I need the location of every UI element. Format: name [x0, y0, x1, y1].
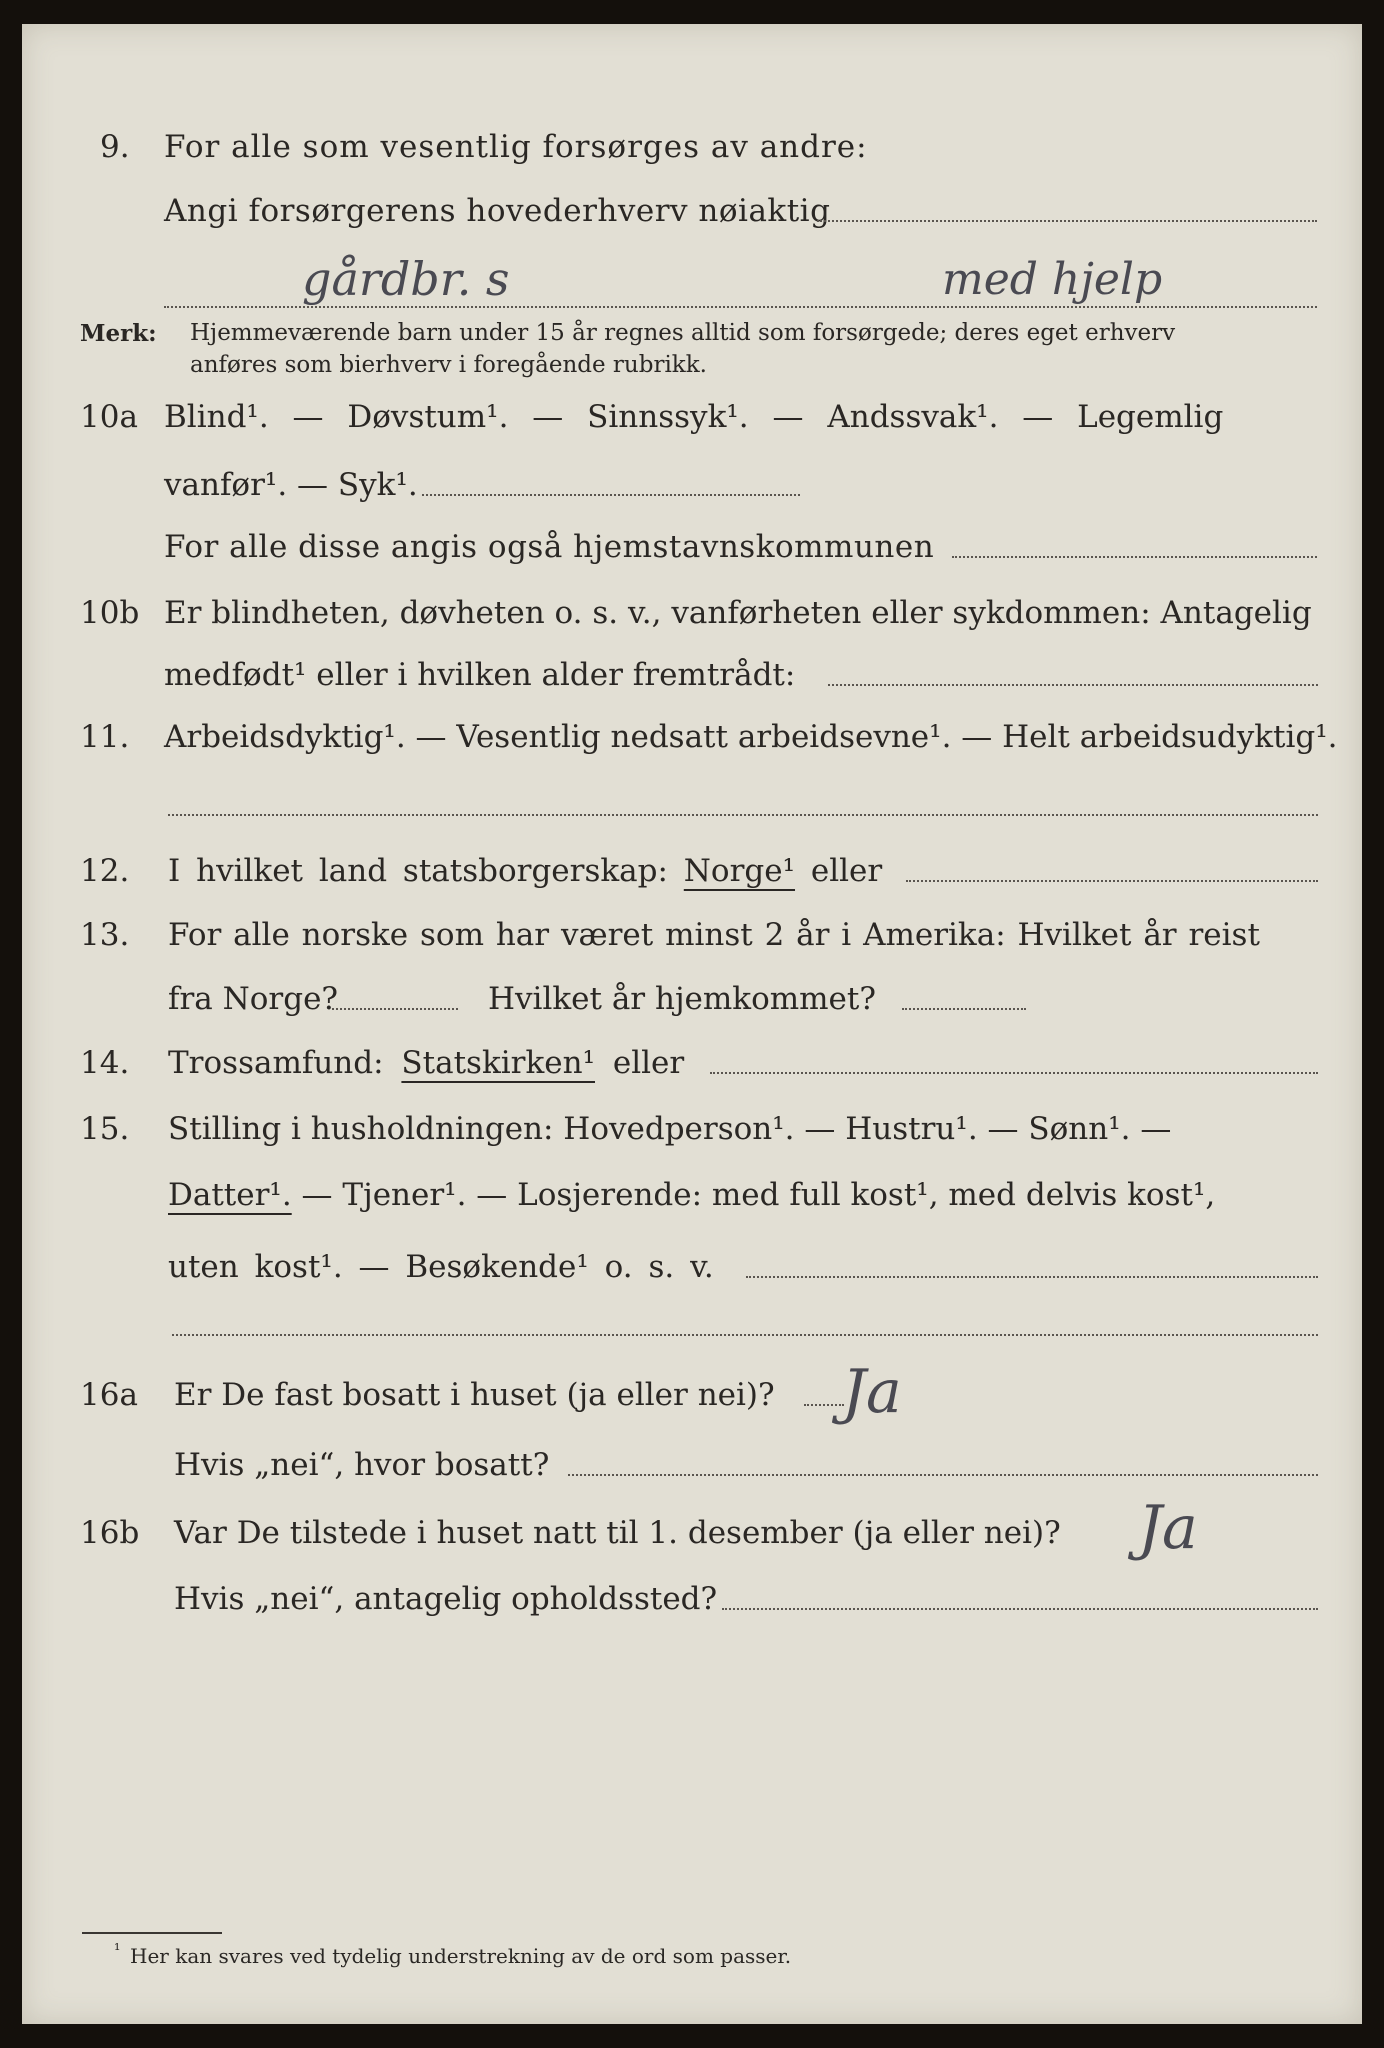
q14-prefix: Trossamfund: [168, 1045, 402, 1081]
q11-number: 11. [80, 719, 130, 755]
q15-line3: uten kost¹. — Besøkende¹ o. s. v. [168, 1249, 714, 1285]
q16a-line2: Hvis „nei“, hvor bosatt? [174, 1447, 550, 1483]
q16b-handwritten-answer: Ja [1138, 1493, 1198, 1563]
q10a-line2: vanfør¹. — Syk¹. [164, 467, 418, 503]
q9-handwritten-answer: gårdbr. s [302, 252, 510, 306]
q9-answer-line [164, 306, 1317, 308]
q15-line1: Stilling i husholdningen: Hovedperson¹. — Hustru¹. — Sønn¹. — [168, 1111, 1172, 1147]
q10b-line2: medfødt¹ eller i hvilken alder fremtrådt: [164, 657, 796, 693]
q9-number: 9. [100, 129, 130, 165]
q11-line1: Arbeidsdyktig¹. — Vesentlig nedsatt arbeidsevne¹. — Helt arbeidsudyktig¹. [164, 719, 1338, 755]
q16a-fill-line-1 [804, 1404, 844, 1406]
q9-fill-line [817, 220, 1317, 222]
q15-fill-line-2 [172, 1334, 1318, 1336]
q15-fill-line-1 [746, 1276, 1318, 1278]
footnote-mark: ¹ [114, 1940, 121, 1959]
footnote-text: Her kan svares ved tydelig understrekning av de ord som passer. [130, 1944, 792, 1968]
q10b-line1: Er blindheten, døvheten o. s. v., vanførheten eller sykdommen: Antagelig [164, 595, 1312, 631]
q9-line2: Angi forsørgerens hovederhverv nøiaktig [164, 193, 831, 229]
q13-line1: For alle norske som har været minst 2 år i Amerika: Hvilket år reist [168, 917, 1260, 953]
q12-line [168, 853, 883, 889]
q10a-number: 10a [80, 399, 138, 435]
q14-number: 14. [80, 1045, 130, 1081]
merk-line2: anføres som bierhverv i foregående rubrikk. [190, 352, 707, 378]
q14-statskirken-underlined: Statskirken¹ [401, 1045, 595, 1081]
merk-line1: Hjemmeværende barn under 15 år regnes alltid som forsørgede; deres eget erhverv [190, 320, 1176, 346]
census-form-page [22, 24, 1362, 2024]
q15-line2-rest: — Tjener¹. — Losjerende: med full kost¹, med delvis kost¹, [291, 1177, 1216, 1213]
footnote-rule [82, 1932, 222, 1934]
q16a-line1: Er De fast bosatt i huset (ja eller nei)? [174, 1377, 775, 1413]
q16b-number: 16b [80, 1515, 140, 1551]
q15-datter-underlined: Datter¹. [168, 1177, 292, 1213]
q12-prefix: I hvilket land statsborgerskap: [168, 853, 684, 889]
q13-line2b: Hvilket år hjemkommet? [488, 981, 876, 1017]
q12-norge-underlined: Norge¹ [683, 853, 796, 889]
q10b-fill-line [828, 684, 1318, 686]
q16b-line2: Hvis „nei“, antagelig opholdssted? [174, 1581, 718, 1617]
q15-line2 [168, 1177, 1216, 1213]
q15-number: 15. [80, 1111, 130, 1147]
q14-line [168, 1045, 685, 1081]
q12-suffix: eller [795, 853, 883, 889]
q16a-number: 16a [80, 1377, 138, 1413]
q13-fill-line-1 [332, 1008, 458, 1010]
q16b-line1: Var De tilstede i huset natt til 1. desember (ja eller nei)? [174, 1515, 1061, 1551]
q9-line1: For alle som vesentlig forsørges av andre: [164, 129, 868, 165]
q10b-number: 10b [80, 595, 140, 631]
q9-handwritten-answer-2: med hjelp [942, 254, 1163, 305]
merk-label: Merk: [80, 320, 157, 347]
q12-number: 12. [80, 853, 130, 889]
q13-fill-line-2 [902, 1008, 1026, 1010]
q14-fill-line [710, 1072, 1318, 1074]
q10a-line3: For alle disse angis også hjemstavnskommunen [164, 529, 935, 565]
q10a-line1: Blind¹. — Døvstum¹. — Sinnssyk¹. — Andssvak¹. — Legemlig [164, 399, 1224, 435]
q14-suffix: eller [595, 1045, 685, 1081]
q13-number: 13. [80, 917, 130, 953]
q16b-fill-line [722, 1608, 1318, 1610]
q10a-fill-line-2 [952, 556, 1317, 558]
q10a-fill-line-1 [422, 494, 800, 496]
q11-fill-line [168, 814, 1318, 816]
q13-line2a: fra Norge? [168, 981, 339, 1017]
q16a-fill-line-2 [568, 1474, 1318, 1476]
q16a-handwritten-answer: Ja [842, 1357, 902, 1427]
q12-fill-line [906, 880, 1318, 882]
